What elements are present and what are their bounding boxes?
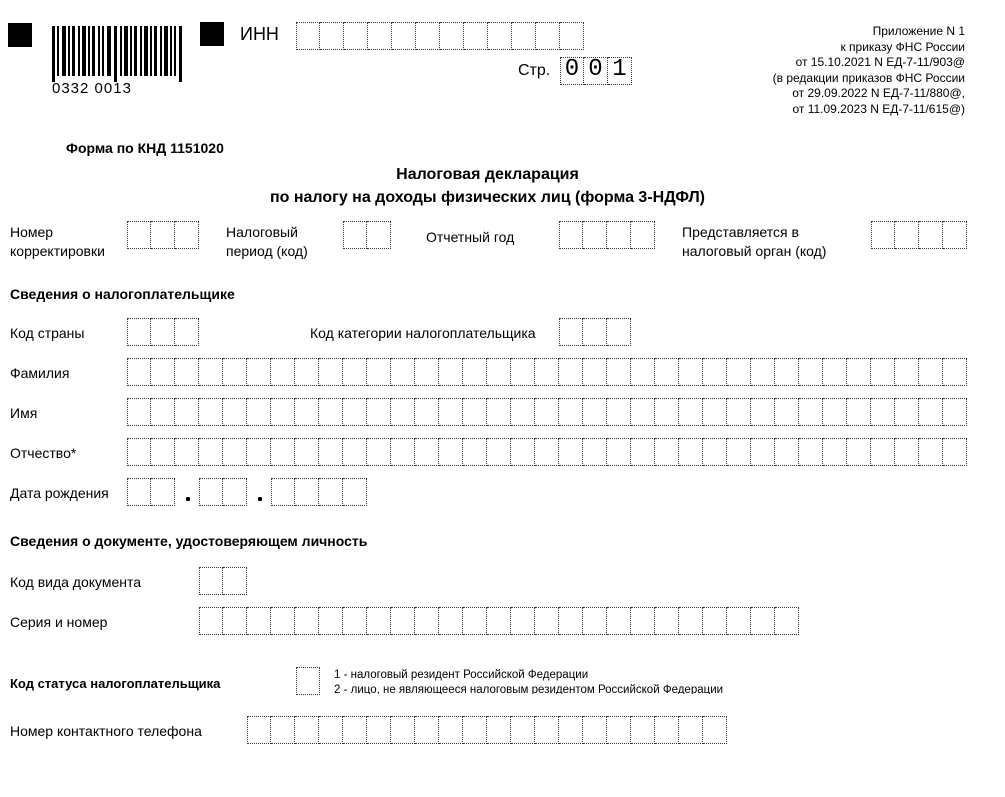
input-cell[interactable]: [295, 438, 319, 466]
input-cell[interactable]: [127, 398, 151, 426]
birth-month-field[interactable]: [199, 478, 247, 506]
input-cell[interactable]: [319, 398, 343, 426]
input-cell[interactable]: [175, 438, 199, 466]
input-cell[interactable]: [295, 358, 319, 386]
reporting-year-field[interactable]: [559, 221, 655, 249]
input-cell[interactable]: [488, 22, 512, 50]
input-cell[interactable]: [199, 438, 223, 466]
input-cell[interactable]: [511, 438, 535, 466]
input-cell[interactable]: [655, 607, 679, 635]
input-cell[interactable]: [679, 358, 703, 386]
input-cell[interactable]: [415, 398, 439, 426]
form-title-line2: по налогу на доходы физических лиц (форма 3-НДФЛ): [269, 189, 705, 206]
date-separator: [186, 497, 190, 501]
input-cell[interactable]: [175, 221, 199, 249]
input-cell[interactable]: [391, 398, 415, 426]
form-title-line1: Налоговая декларация: [396, 166, 579, 183]
input-cell[interactable]: [199, 607, 223, 635]
annex-note-line: от 15.10.2021 N ЕД-7-11/903@: [795, 55, 965, 70]
input-cell[interactable]: [367, 358, 391, 386]
input-cell[interactable]: [295, 478, 319, 506]
correction-label-line: корректировки: [10, 243, 105, 259]
input-cell[interactable]: [199, 567, 223, 595]
input-cell[interactable]: [943, 358, 967, 386]
input-cell[interactable]: [439, 358, 463, 386]
taxpayer-category-label: Код категории налогоплательщика: [310, 325, 536, 341]
input-cell[interactable]: [559, 221, 583, 249]
input-cell[interactable]: [583, 607, 607, 635]
input-cell[interactable]: [463, 438, 487, 466]
input-cell[interactable]: [151, 398, 175, 426]
page-label: Стр.: [518, 62, 551, 79]
input-cell[interactable]: [583, 398, 607, 426]
input-cell[interactable]: [247, 358, 271, 386]
input-cell[interactable]: [127, 478, 151, 506]
input-cell[interactable]: [320, 22, 344, 50]
input-cell[interactable]: [487, 398, 511, 426]
input-cell[interactable]: [223, 607, 247, 635]
input-cell[interactable]: [535, 398, 559, 426]
input-cell[interactable]: [895, 398, 919, 426]
input-cell[interactable]: [919, 398, 943, 426]
input-cell[interactable]: [199, 398, 223, 426]
input-cell[interactable]: [343, 607, 367, 635]
input-cell[interactable]: [247, 716, 271, 744]
input-cell[interactable]: [319, 358, 343, 386]
document-type-field[interactable]: [199, 567, 247, 595]
input-cell[interactable]: [847, 398, 871, 426]
tax-authority-label-line: налоговый орган (код): [682, 243, 827, 259]
correction-number-field[interactable]: [127, 221, 199, 249]
input-cell[interactable]: [511, 716, 535, 744]
input-cell[interactable]: [295, 716, 319, 744]
input-cell[interactable]: [775, 358, 799, 386]
input-cell[interactable]: [895, 438, 919, 466]
input-cell[interactable]: [151, 438, 175, 466]
input-cell[interactable]: [943, 221, 967, 249]
input-cell[interactable]: [751, 438, 775, 466]
input-cell[interactable]: [535, 607, 559, 635]
input-cell[interactable]: [679, 438, 703, 466]
page-digit: 0: [560, 57, 584, 85]
tax-period-label: [226, 223, 308, 261]
input-cell[interactable]: [511, 607, 535, 635]
input-cell[interactable]: [271, 607, 295, 635]
country-code-field[interactable]: [127, 318, 199, 346]
input-cell[interactable]: [655, 438, 679, 466]
phone-field[interactable]: [247, 716, 727, 744]
input-cell[interactable]: [559, 438, 583, 466]
input-cell[interactable]: [871, 398, 895, 426]
birth-year-field[interactable]: [271, 478, 367, 506]
birth-day-field[interactable]: [127, 478, 175, 506]
input-cell[interactable]: [559, 607, 583, 635]
input-cell[interactable]: [343, 478, 367, 506]
input-cell[interactable]: [607, 607, 631, 635]
input-cell[interactable]: [367, 607, 391, 635]
tax-authority-label-line: Представляется в: [682, 224, 799, 240]
input-cell[interactable]: [439, 398, 463, 426]
input-cell[interactable]: [127, 221, 151, 249]
taxpayer-section-title: Сведения о налогоплательщике: [10, 286, 235, 302]
input-cell[interactable]: [344, 22, 368, 50]
input-cell[interactable]: [439, 438, 463, 466]
input-cell[interactable]: [823, 398, 847, 426]
input-cell[interactable]: [703, 438, 727, 466]
input-cell[interactable]: [415, 716, 439, 744]
input-cell[interactable]: [367, 716, 391, 744]
barcode: [52, 26, 182, 82]
input-cell[interactable]: [151, 221, 175, 249]
input-cell[interactable]: [560, 22, 584, 50]
first-name-field[interactable]: [127, 398, 967, 426]
annex-note-line: к приказу ФНС России: [840, 39, 965, 54]
input-cell[interactable]: [223, 438, 247, 466]
first-name-label: Имя: [10, 405, 38, 421]
input-cell[interactable]: [511, 398, 535, 426]
input-cell[interactable]: [127, 318, 151, 346]
input-cell[interactable]: [487, 716, 511, 744]
input-cell[interactable]: [679, 607, 703, 635]
input-cell[interactable]: [392, 22, 416, 50]
document-section-title: Сведения о документе, удостоверяющем личность: [10, 533, 368, 549]
input-cell[interactable]: [343, 716, 367, 744]
input-cell[interactable]: [247, 607, 271, 635]
input-cell[interactable]: [199, 358, 223, 386]
input-cell[interactable]: [368, 22, 392, 50]
input-cell[interactable]: [296, 22, 320, 50]
input-cell[interactable]: [487, 607, 511, 635]
input-cell[interactable]: [199, 478, 223, 506]
input-cell[interactable]: [799, 398, 823, 426]
input-cell[interactable]: [751, 607, 775, 635]
input-cell[interactable]: [943, 398, 967, 426]
input-cell[interactable]: [559, 358, 583, 386]
input-cell[interactable]: [175, 358, 199, 386]
form-knd: Форма по КНД 1151020: [66, 140, 224, 156]
input-cell[interactable]: [847, 438, 871, 466]
input-cell[interactable]: [536, 22, 560, 50]
annex-note-line: (в редакции приказов ФНС России: [772, 70, 965, 85]
input-cell[interactable]: [703, 607, 727, 635]
input-cell[interactable]: [151, 358, 175, 386]
input-cell[interactable]: [296, 667, 320, 695]
annex-note: [773, 24, 965, 118]
patronymic-label: Отчество*: [10, 445, 77, 461]
input-cell[interactable]: [247, 398, 271, 426]
input-cell[interactable]: [727, 358, 751, 386]
input-cell[interactable]: [416, 22, 440, 50]
input-cell[interactable]: [439, 607, 463, 635]
inn-label: ИНН: [240, 24, 279, 44]
input-cell[interactable]: [631, 358, 655, 386]
tax-authority-field[interactable]: [871, 221, 967, 249]
taxpayer-category-field[interactable]: [559, 318, 631, 346]
input-cell[interactable]: [463, 716, 487, 744]
input-cell[interactable]: [559, 318, 583, 346]
input-cell[interactable]: [895, 358, 919, 386]
status-option-2: 2 - лицо, не являющееся налоговым резидентом Российской Федерации: [334, 684, 724, 694]
input-cell[interactable]: [127, 358, 151, 386]
input-cell[interactable]: [271, 398, 295, 426]
tax-period-label-line: период (код): [226, 243, 308, 259]
input-cell[interactable]: [583, 358, 607, 386]
correction-label: [10, 223, 105, 261]
input-cell[interactable]: [271, 438, 295, 466]
taxpayer-status-field[interactable]: [296, 667, 320, 695]
series-number-field[interactable]: [199, 607, 799, 635]
input-cell[interactable]: [319, 438, 343, 466]
birthdate-label: Дата рождения: [10, 485, 109, 501]
input-cell[interactable]: [631, 221, 655, 249]
input-cell[interactable]: [871, 221, 895, 249]
input-cell[interactable]: [655, 398, 679, 426]
input-cell[interactable]: [823, 358, 847, 386]
input-cell[interactable]: [367, 398, 391, 426]
taxpayer-status-label: Код статуса налогоплательщика: [10, 676, 221, 691]
corner-marker-right: [200, 22, 224, 46]
input-cell[interactable]: [223, 478, 247, 506]
corner-marker-left: [8, 23, 32, 47]
input-cell[interactable]: [463, 607, 487, 635]
input-cell[interactable]: [607, 358, 631, 386]
input-cell[interactable]: [440, 22, 464, 50]
input-cell[interactable]: [464, 22, 488, 50]
input-cell[interactable]: [607, 716, 631, 744]
input-cell[interactable]: [631, 607, 655, 635]
input-cell[interactable]: [631, 438, 655, 466]
input-cell[interactable]: [512, 22, 536, 50]
input-cell[interactable]: [775, 607, 799, 635]
input-cell[interactable]: [511, 358, 535, 386]
input-cell[interactable]: [319, 478, 343, 506]
country-code-label: Код страны: [10, 325, 85, 341]
page-number-field: [560, 57, 632, 85]
input-cell[interactable]: [751, 398, 775, 426]
input-cell[interactable]: [919, 358, 943, 386]
input-cell[interactable]: [415, 438, 439, 466]
input-cell[interactable]: [127, 438, 151, 466]
input-cell[interactable]: [535, 716, 559, 744]
annex-note-line: от 11.09.2023 N ЕД-7-11/615@): [792, 101, 965, 116]
input-cell[interactable]: [487, 358, 511, 386]
input-cell[interactable]: [607, 398, 631, 426]
input-cell[interactable]: [223, 398, 247, 426]
surname-field[interactable]: [127, 358, 967, 386]
inn-field[interactable]: [296, 22, 584, 50]
input-cell[interactable]: [247, 438, 271, 466]
input-cell[interactable]: [343, 221, 367, 249]
input-cell[interactable]: [871, 358, 895, 386]
input-cell[interactable]: [919, 438, 943, 466]
input-cell[interactable]: [607, 438, 631, 466]
input-cell[interactable]: [775, 398, 799, 426]
input-cell[interactable]: [727, 398, 751, 426]
input-cell[interactable]: [775, 438, 799, 466]
input-cell[interactable]: [391, 607, 415, 635]
input-cell[interactable]: [799, 358, 823, 386]
input-cell[interactable]: [583, 716, 607, 744]
input-cell[interactable]: [655, 358, 679, 386]
input-cell[interactable]: [439, 716, 463, 744]
input-cell[interactable]: [223, 358, 247, 386]
input-cell[interactable]: [463, 398, 487, 426]
input-cell[interactable]: [295, 607, 319, 635]
input-cell[interactable]: [559, 716, 583, 744]
input-cell[interactable]: [583, 221, 607, 249]
input-cell[interactable]: [799, 438, 823, 466]
surname-label: Фамилия: [10, 365, 70, 381]
input-cell[interactable]: [559, 398, 583, 426]
series-number-label: Серия и номер: [10, 614, 108, 630]
input-cell[interactable]: [343, 438, 367, 466]
input-cell[interactable]: [679, 398, 703, 426]
input-cell[interactable]: [223, 567, 247, 595]
input-cell[interactable]: [895, 221, 919, 249]
input-cell[interactable]: [535, 358, 559, 386]
input-cell[interactable]: [175, 398, 199, 426]
input-cell[interactable]: [367, 221, 391, 249]
input-cell[interactable]: [271, 716, 295, 744]
input-cell[interactable]: [631, 716, 655, 744]
input-cell[interactable]: [391, 716, 415, 744]
input-cell[interactable]: [607, 221, 631, 249]
input-cell[interactable]: [727, 438, 751, 466]
phone-label: Номер контактного телефона: [10, 723, 202, 739]
document-type-label: Код вида документа: [10, 574, 142, 590]
input-cell[interactable]: [151, 318, 175, 346]
input-cell[interactable]: [415, 607, 439, 635]
taxpayer-status-options: [334, 668, 723, 694]
input-cell[interactable]: [727, 607, 751, 635]
annex-note-line: от 29.09.2022 N ЕД-7-11/880@,: [792, 86, 965, 101]
input-cell[interactable]: [151, 478, 175, 506]
page-digit: 1: [608, 57, 632, 85]
input-cell[interactable]: [487, 438, 511, 466]
input-cell[interactable]: [655, 716, 679, 744]
input-cell[interactable]: [295, 398, 319, 426]
reporting-year-label: Отчетный год: [426, 229, 515, 245]
status-option-1: 1 - налоговый резидент Российской Федерации: [334, 669, 589, 681]
input-cell[interactable]: [583, 438, 607, 466]
input-cell[interactable]: [271, 358, 295, 386]
input-cell[interactable]: [751, 358, 775, 386]
input-cell[interactable]: [367, 438, 391, 466]
page-digit: 0: [584, 57, 608, 85]
barcode-number: 0332 0013: [52, 80, 132, 97]
input-cell[interactable]: [703, 398, 727, 426]
input-cell[interactable]: [271, 478, 295, 506]
input-cell[interactable]: [463, 358, 487, 386]
input-cell[interactable]: [871, 438, 895, 466]
input-cell[interactable]: [391, 358, 415, 386]
input-cell[interactable]: [943, 438, 967, 466]
input-cell[interactable]: [343, 358, 367, 386]
input-cell[interactable]: [631, 398, 655, 426]
input-cell[interactable]: [175, 318, 199, 346]
input-cell[interactable]: [415, 358, 439, 386]
input-cell[interactable]: [823, 438, 847, 466]
date-separator: [258, 497, 262, 501]
input-cell[interactable]: [319, 607, 343, 635]
input-cell[interactable]: [607, 318, 631, 346]
input-cell[interactable]: [679, 716, 703, 744]
patronymic-field[interactable]: [127, 438, 967, 466]
input-cell[interactable]: [319, 716, 343, 744]
input-cell[interactable]: [847, 358, 871, 386]
input-cell[interactable]: [703, 716, 727, 744]
input-cell[interactable]: [703, 358, 727, 386]
input-cell[interactable]: [919, 221, 943, 249]
input-cell[interactable]: [343, 398, 367, 426]
tax-period-label-line: Налоговый: [226, 224, 298, 240]
correction-label-line: Номер: [10, 224, 54, 240]
tax-period-field[interactable]: [343, 221, 391, 249]
annex-note-line: Приложение N 1: [872, 24, 965, 38]
input-cell[interactable]: [535, 438, 559, 466]
input-cell[interactable]: [583, 318, 607, 346]
tax-authority-label: [682, 223, 826, 261]
input-cell[interactable]: [391, 438, 415, 466]
